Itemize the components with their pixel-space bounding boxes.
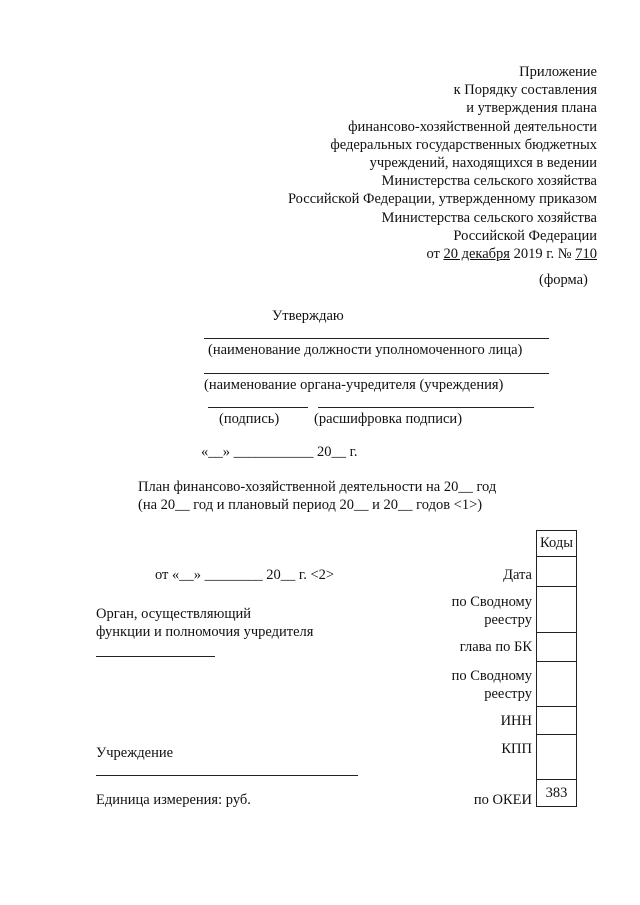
code-cell-kpp [537,735,577,780]
header-line: Российской Федерации, утвержденному приказом [287,191,597,208]
header-date-line: от 20 декабря 2019 г. № 710 [426,246,597,263]
header-line: финансово-хозяйственной деятельности [348,118,597,135]
header-line: учреждений, находящихся в ведении [369,155,597,172]
header-line: к Порядку составления [453,82,597,99]
code-label-inn: ИНН [500,713,532,729]
organ-label-line2: функции и полномочия учредителя [96,624,314,641]
code-cell-registry-1 [537,587,577,633]
approval-date: «__» ___________ 20__ г. [201,444,358,460]
organ-hint: (наименование органа-учредителя (учреждения) [204,377,504,393]
codes-header: Коды [537,531,577,557]
position-line [204,338,549,339]
plan-date: от «__» ________ 20__ г. <2> [155,567,335,583]
codes-table [536,530,577,807]
signature-line [208,407,308,408]
position-hint: (наименование должности уполномоченного лица) [208,342,523,358]
institution-label: Учреждение [96,745,174,761]
signature-decoding-line [318,407,534,408]
organ-field-line [96,656,215,657]
code-label-registry-2: по Сводному реестру [451,668,532,703]
signature-hint: (подпись) [219,411,280,427]
code-cell-budget-chapter [537,633,577,662]
code-cell-date [537,557,577,587]
header-line: федеральных государственных бюджетных [330,136,597,153]
plan-title-line1: План финансово-хозяйственной деятельности на 20__ год [138,479,497,495]
unit-label: Единица измерения: руб. [96,792,251,808]
code-label-okei: по ОКЕИ [473,792,532,808]
code-cell-okei: 383 [537,780,577,807]
approval-title: Утверждаю [272,308,344,324]
signature-decoding-hint: (расшифровка подписи) [314,411,463,427]
code-cell-registry-2 [537,662,577,707]
header-line: и утверждения плана [466,100,597,117]
code-label-kpp: КПП [501,741,532,757]
header-line: Приложение [519,64,597,80]
header-line: Министерства сельского хозяйства [381,209,597,226]
code-label-budget-chapter: глава по БК [459,639,532,655]
organ-label-line1: Орган, осуществляющий [96,606,252,622]
header-line: Министерства сельского хозяйства [381,173,597,190]
organ-label [96,605,313,641]
header-line: Российской Федерации [453,227,597,244]
organ-line [204,373,549,374]
form-label: (форма) [539,272,588,288]
institution-field-line [96,775,358,776]
plan-title-line2: (на 20__ год и плановый период 20__ и 20__ годов <1>) [138,497,483,513]
code-cell-inn [537,707,577,735]
code-label-date: Дата [503,567,532,583]
code-label-registry-1: по Сводному реестру [451,594,532,629]
appendix-header [288,63,597,263]
